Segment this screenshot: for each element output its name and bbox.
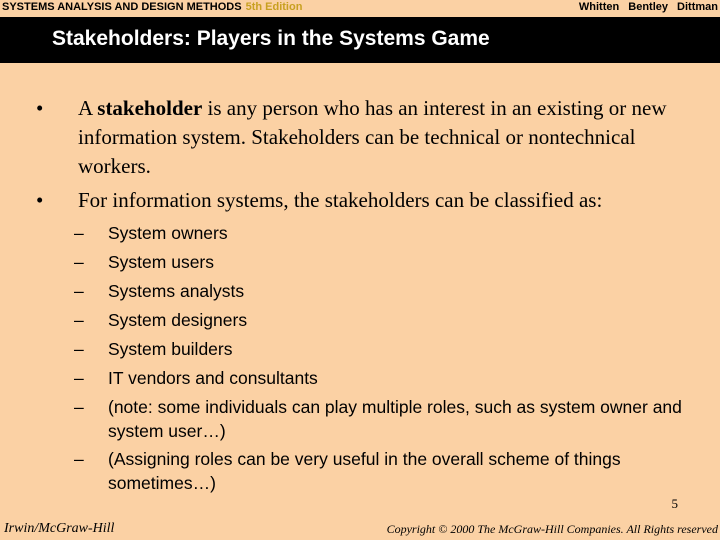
sub-marker: – — [74, 449, 84, 469]
book-title-text: SYSTEMS ANALYSIS AND DESIGN METHODS — [2, 1, 242, 13]
page-number: 5 — [671, 496, 678, 511]
copyright-notice: Copyright © 2000 The McGraw-Hill Companies. All Rights reserved — [386, 522, 718, 536]
sub-item — [74, 221, 704, 245]
sub-marker: – — [74, 368, 84, 388]
sub-item-text: System owners — [108, 223, 228, 243]
bullet-bold-term: stakeholder — [97, 96, 203, 120]
publisher-label: Irwin/McGraw-Hill — [4, 521, 115, 536]
sub-item — [74, 308, 704, 332]
bullet-marker: • — [36, 188, 44, 212]
sub-item-text: IT vendors and consultants — [108, 368, 318, 388]
bullet-text-suffix: is any person who has an interest in an existing or new information system. Stakeholders can be technical or nontechnical workers. — [78, 96, 667, 178]
bullet-text-prefix: A — [78, 96, 98, 120]
sub-item-text: (note: some individuals can play multiple roles, such as system owner and system user…) — [108, 397, 682, 441]
book-title — [2, 0, 302, 15]
sub-item-text: System users — [108, 252, 214, 272]
sub-marker: – — [74, 223, 84, 243]
sub-item — [74, 366, 704, 390]
bullet-item-2 — [36, 186, 696, 215]
sub-item-text: System designers — [108, 310, 248, 330]
sub-item — [74, 447, 704, 495]
bullet-item-1 — [36, 94, 696, 181]
title-bar — [0, 17, 720, 63]
header-bar — [0, 0, 720, 15]
sub-marker: – — [74, 397, 84, 417]
sub-item-text: Systems analysts — [108, 281, 245, 301]
sub-marker: – — [74, 339, 84, 359]
bullet-text: For information systems, the stakeholders can be classified as: — [78, 188, 603, 212]
sub-marker: – — [74, 310, 84, 330]
sub-item — [74, 395, 704, 443]
authors: Whitten Bentley Dittman — [578, 1, 718, 13]
slide-title: Stakeholders: Players in the Systems Game — [52, 27, 490, 50]
bullet-text — [78, 94, 696, 181]
sub-item-text: System builders — [108, 339, 233, 359]
sub-marker: – — [74, 252, 84, 272]
sub-item — [74, 250, 704, 274]
sub-marker: – — [74, 281, 84, 301]
sub-item — [74, 337, 704, 361]
sub-item-text: (Assigning roles can be very useful in the overall scheme of things sometimes…) — [108, 449, 621, 493]
edition-label: 5th Edition — [245, 1, 303, 13]
sub-item — [74, 279, 704, 303]
bullet-marker: • — [36, 96, 44, 120]
